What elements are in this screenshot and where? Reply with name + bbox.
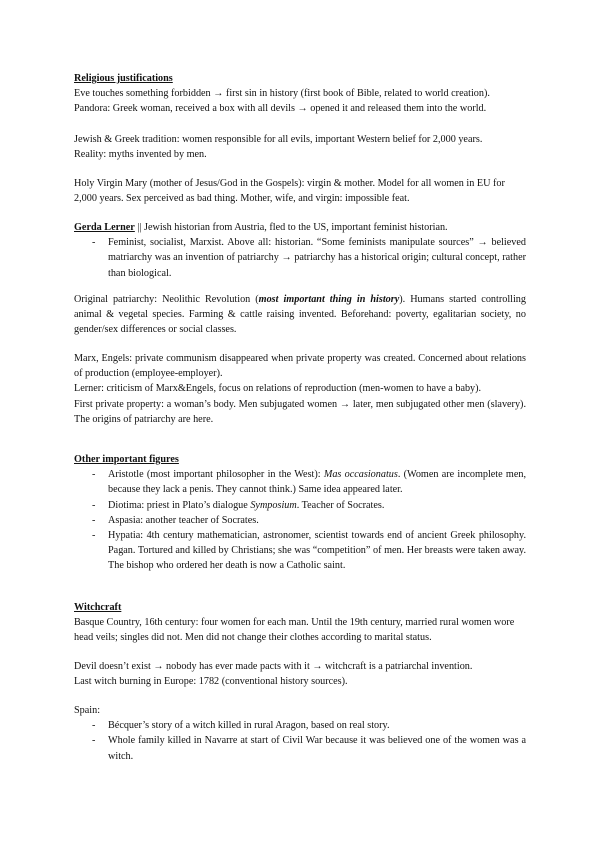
figure-hypatia: - Hypatia: 4th century mathematician, astronomer, scientist towards end of ancient Greek philosophy. Pagan. Tortured and killed by Christians; she was “competition” of men. Her breasts were taken away. The bishop who ordered her death is now a Catholic saint. bbox=[74, 528, 526, 574]
witchcraft-last-burning: Last witch burning in Europe: 1782 (conventional history sources). bbox=[74, 676, 348, 688]
marx-section bbox=[74, 351, 526, 427]
other-figures-section bbox=[74, 452, 526, 574]
mary-section bbox=[74, 176, 526, 206]
figure-diotima bbox=[74, 498, 526, 513]
religious-section bbox=[74, 71, 526, 117]
spain-label: Spain: bbox=[74, 705, 101, 716]
tradition-line-2: Reality: myths invented by men. bbox=[74, 149, 207, 161]
aristotle-before: Aristotle (most important philosopher in the West): bbox=[108, 469, 324, 481]
original-after: ). Humans started controlling animal & vegetal species. Farming & cattle raising invented. Beforehand: poverty, egalitarian society, no gender/sex differences or social classes. bbox=[74, 294, 526, 336]
lerner-bullet-list bbox=[74, 235, 526, 281]
original-patriarchy-paragraph bbox=[74, 292, 526, 338]
other-figures-list bbox=[74, 467, 526, 573]
tradition-section bbox=[74, 132, 526, 162]
original-before: Original patriarchy: Neolithic Revolution ( bbox=[74, 294, 259, 305]
figure-aristotle bbox=[74, 467, 526, 497]
original-emphasis: most important thing in history bbox=[258, 294, 400, 305]
spain-becquer: - Bécquer’s story of a witch killed in rural Aragon, based on real story. bbox=[74, 718, 526, 733]
lerner-name: Gerda Lerner bbox=[74, 222, 135, 233]
original-patriarchy-section bbox=[74, 292, 526, 338]
marx-line-3: First private property: a woman’s body. Men subjugated women → later, men subjugated other men (slavery). The origins of patriarchy are here. bbox=[74, 398, 526, 425]
witchcraft-basque: Basque Country, 16th century: four women for each man. Until the 19th century, married rural women wore head veils; singles did not. Men did not change their clothes according to marital status. bbox=[74, 617, 515, 644]
witchcraft-devil: Devil doesn’t exist → nobody has ever made pacts with it → witchcraft is a patriarchal invention. bbox=[74, 661, 473, 672]
diotima-after: . Teacher of Socrates. bbox=[296, 499, 385, 511]
witchcraft-section bbox=[74, 600, 526, 646]
devil-section bbox=[74, 659, 526, 689]
aristotle-after: . (Women are incomplete men, because they lack a penis. They cannot think.) Same idea appeared later. bbox=[108, 469, 526, 496]
lerner-intro bbox=[74, 220, 526, 235]
religious-line-eve: Eve touches something forbidden → first sin in history (first book of Bible, related to world creation). bbox=[74, 88, 490, 100]
witchcraft-heading: Witchcraft bbox=[74, 602, 122, 613]
diotima-italic: Symposium bbox=[250, 499, 297, 511]
diotima-before: Diotima: priest in Plato’s dialogue bbox=[108, 499, 251, 511]
marx-line-2: Lerner: criticism of Marx&Engels, focus on relations of reproduction (men-women to have a baby). bbox=[74, 383, 482, 395]
mary-paragraph: Holy Virgin Mary (mother of Jesus/God in the Gospels): virgin & mother. Model for all women in EU for 2,000 years. Sex perceived as bad thing. Mother, wife, and virgin: impossible feat. bbox=[74, 178, 505, 205]
religious-heading: Religious justifications bbox=[74, 73, 173, 84]
spain-family: - Whole family killed in Navarre at start of Civil War because it was believed one of the women was a witch. bbox=[74, 733, 526, 763]
marx-line-1: Marx, Engels: private communism disappeared when private property was created. Concerned about relations of production (employee-employer). bbox=[74, 353, 526, 380]
other-figures-heading: Other important figures bbox=[74, 454, 179, 465]
lerner-section bbox=[74, 220, 526, 281]
spain-list bbox=[74, 718, 526, 764]
religious-line-pandora: Pandora: Greek woman, received a box with all devils → opened it and released them into the world. bbox=[74, 103, 487, 115]
lerner-intro-text: || Jewish historian from Austria, fled to the US, important feminist historian. bbox=[134, 222, 448, 233]
tradition-line-1: Jewish & Greek tradition: women responsible for all evils, important Western belief for 2,000 years. bbox=[74, 134, 483, 145]
figure-aspasia: - Aspasia: another teacher of Socrates. bbox=[74, 513, 526, 528]
lerner-bullet: - Feminist, socialist, Marxist. Above all: historian. “Some feminists manipulate sources” → believed matriarchy was an invention of patriarchy → patriarchy has a historical origin; cultural concept, rather than biological. bbox=[74, 235, 526, 281]
aristotle-italic: Mas occasionatus bbox=[323, 469, 398, 481]
spain-section bbox=[74, 703, 526, 764]
